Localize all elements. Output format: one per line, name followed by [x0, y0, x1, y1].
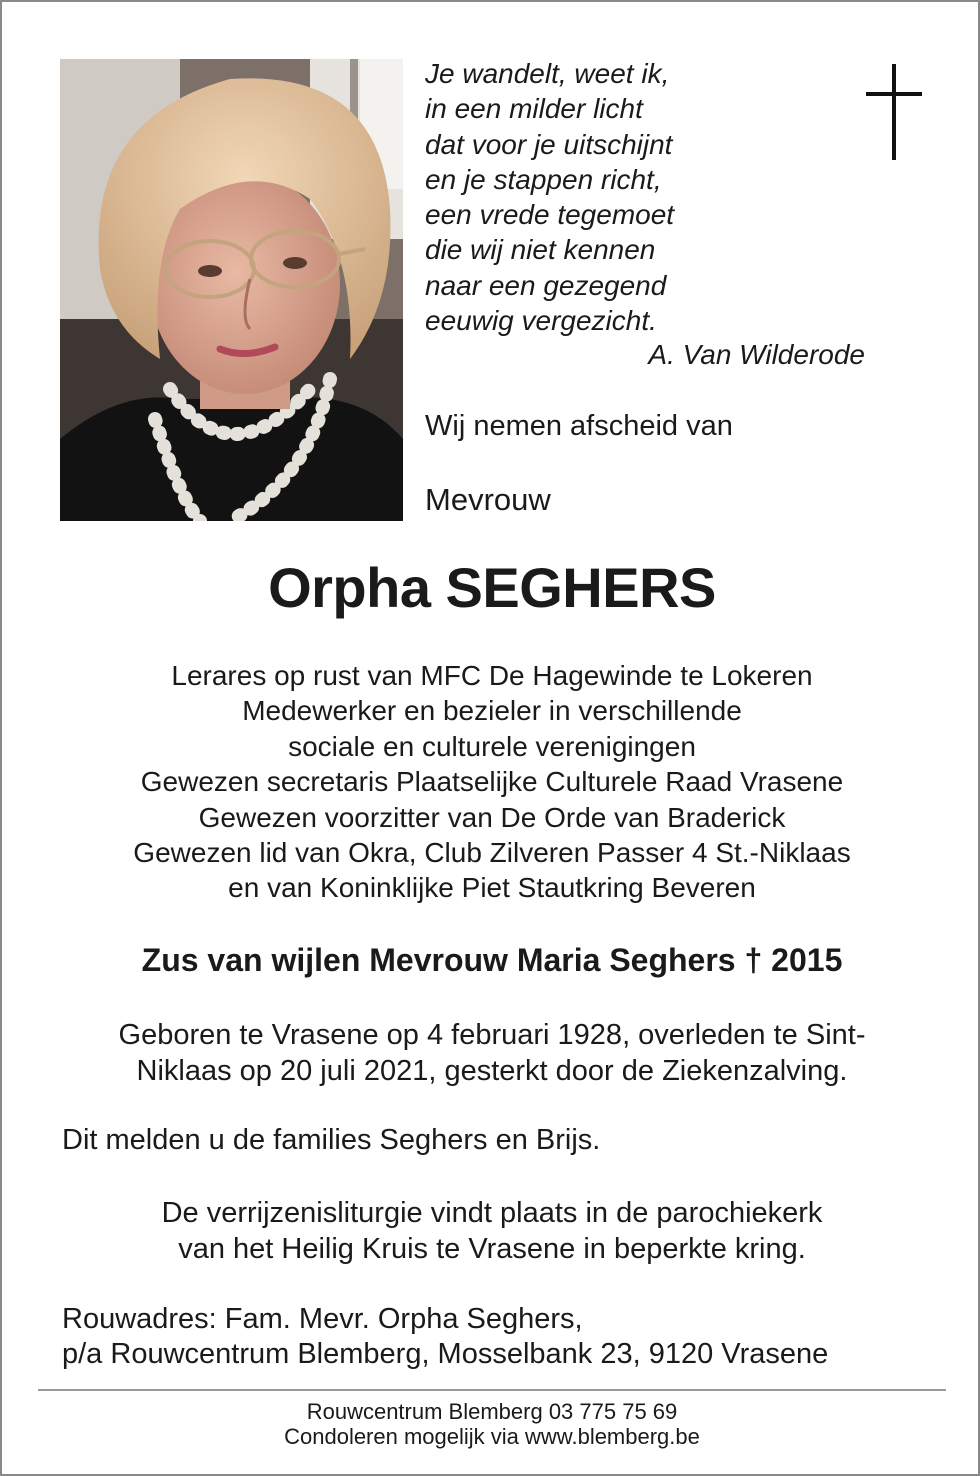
liturgy-line: De verrijzenisliturgie vindt plaats in de parochiekerk	[161, 1197, 823, 1229]
sibling-note: Zus van wijlen Mevrouw Maria Seghers † 2015	[141, 942, 843, 978]
titles-list	[2, 658, 980, 906]
title-line: Gewezen voorzitter van De Orde van Braderick	[198, 801, 786, 833]
footer	[2, 1399, 980, 1449]
birth-death-line: Niklaas op 20 juli 2021, gesterkt door de Ziekenzalving.	[136, 1055, 848, 1087]
poem-line: eeuwig vergezicht.	[425, 305, 657, 337]
poem-line: en je stappen richt,	[425, 163, 662, 195]
liturgy-line: van het Heilig Kruis te Vrasene in beperkte kring.	[178, 1233, 806, 1265]
title-line: en van Koninklijke Piet Stautkring Beveren	[228, 872, 756, 904]
address-line: p/a Rouwcentrum Blemberg, Mosselbank 23, 9120 Vrasene	[62, 1338, 829, 1370]
poem-line: een vrede tegemoet	[425, 199, 675, 231]
title-line: sociale en culturele verenigingen	[288, 730, 696, 762]
condolence-prefix: Condoleren mogelijk via	[284, 1424, 526, 1449]
poem-line: Je wandelt, weet ik,	[425, 58, 670, 89]
birth-death-info	[62, 1017, 922, 1089]
birth-death-line: Geboren te Vrasene op 4 februari 1928, overleden te Sint-	[118, 1019, 866, 1051]
poem-line: naar een gezegend	[425, 269, 667, 301]
footer-divider	[38, 1389, 946, 1391]
liturgy-info	[2, 1195, 980, 1267]
title-line: Medewerker en bezieler in verschillende	[242, 695, 742, 727]
address-line: Rouwadres: Fam. Mevr. Orpha Seghers,	[62, 1303, 583, 1335]
portrait-photo	[60, 59, 403, 521]
funeral-home-contact: Rouwcentrum Blemberg 03 775 75 69	[306, 1399, 678, 1424]
title-line: Gewezen lid van Okra, Club Zilveren Passer 4 St.-Niklaas	[133, 837, 851, 869]
title-line: Lerares op rust van MFC De Hagewinde te Lokeren	[171, 660, 813, 691]
poem-line: dat voor je uitschijnt	[425, 128, 673, 160]
cross-icon	[866, 64, 922, 160]
poem-line: in een milder licht	[425, 93, 643, 125]
title-line: Gewezen secretaris Plaatselijke Culturele Raad Vrasene	[140, 766, 844, 798]
intro-text: Wij nemen afscheid van	[425, 410, 733, 442]
poem-author: A. Van Wilderode	[648, 339, 865, 370]
condolence-link[interactable]: www.blemberg.be	[525, 1424, 700, 1449]
honorific: Mevrouw	[425, 482, 551, 517]
deceased-name: Orpha SEGHERS	[268, 556, 716, 619]
poem-line: die wij niet kennen	[425, 234, 656, 266]
mourning-address	[62, 1302, 828, 1372]
condolence-line	[2, 1424, 980, 1449]
poem	[425, 56, 845, 338]
families-note: Dit melden u de families Seghers en Brijs.	[62, 1124, 601, 1156]
